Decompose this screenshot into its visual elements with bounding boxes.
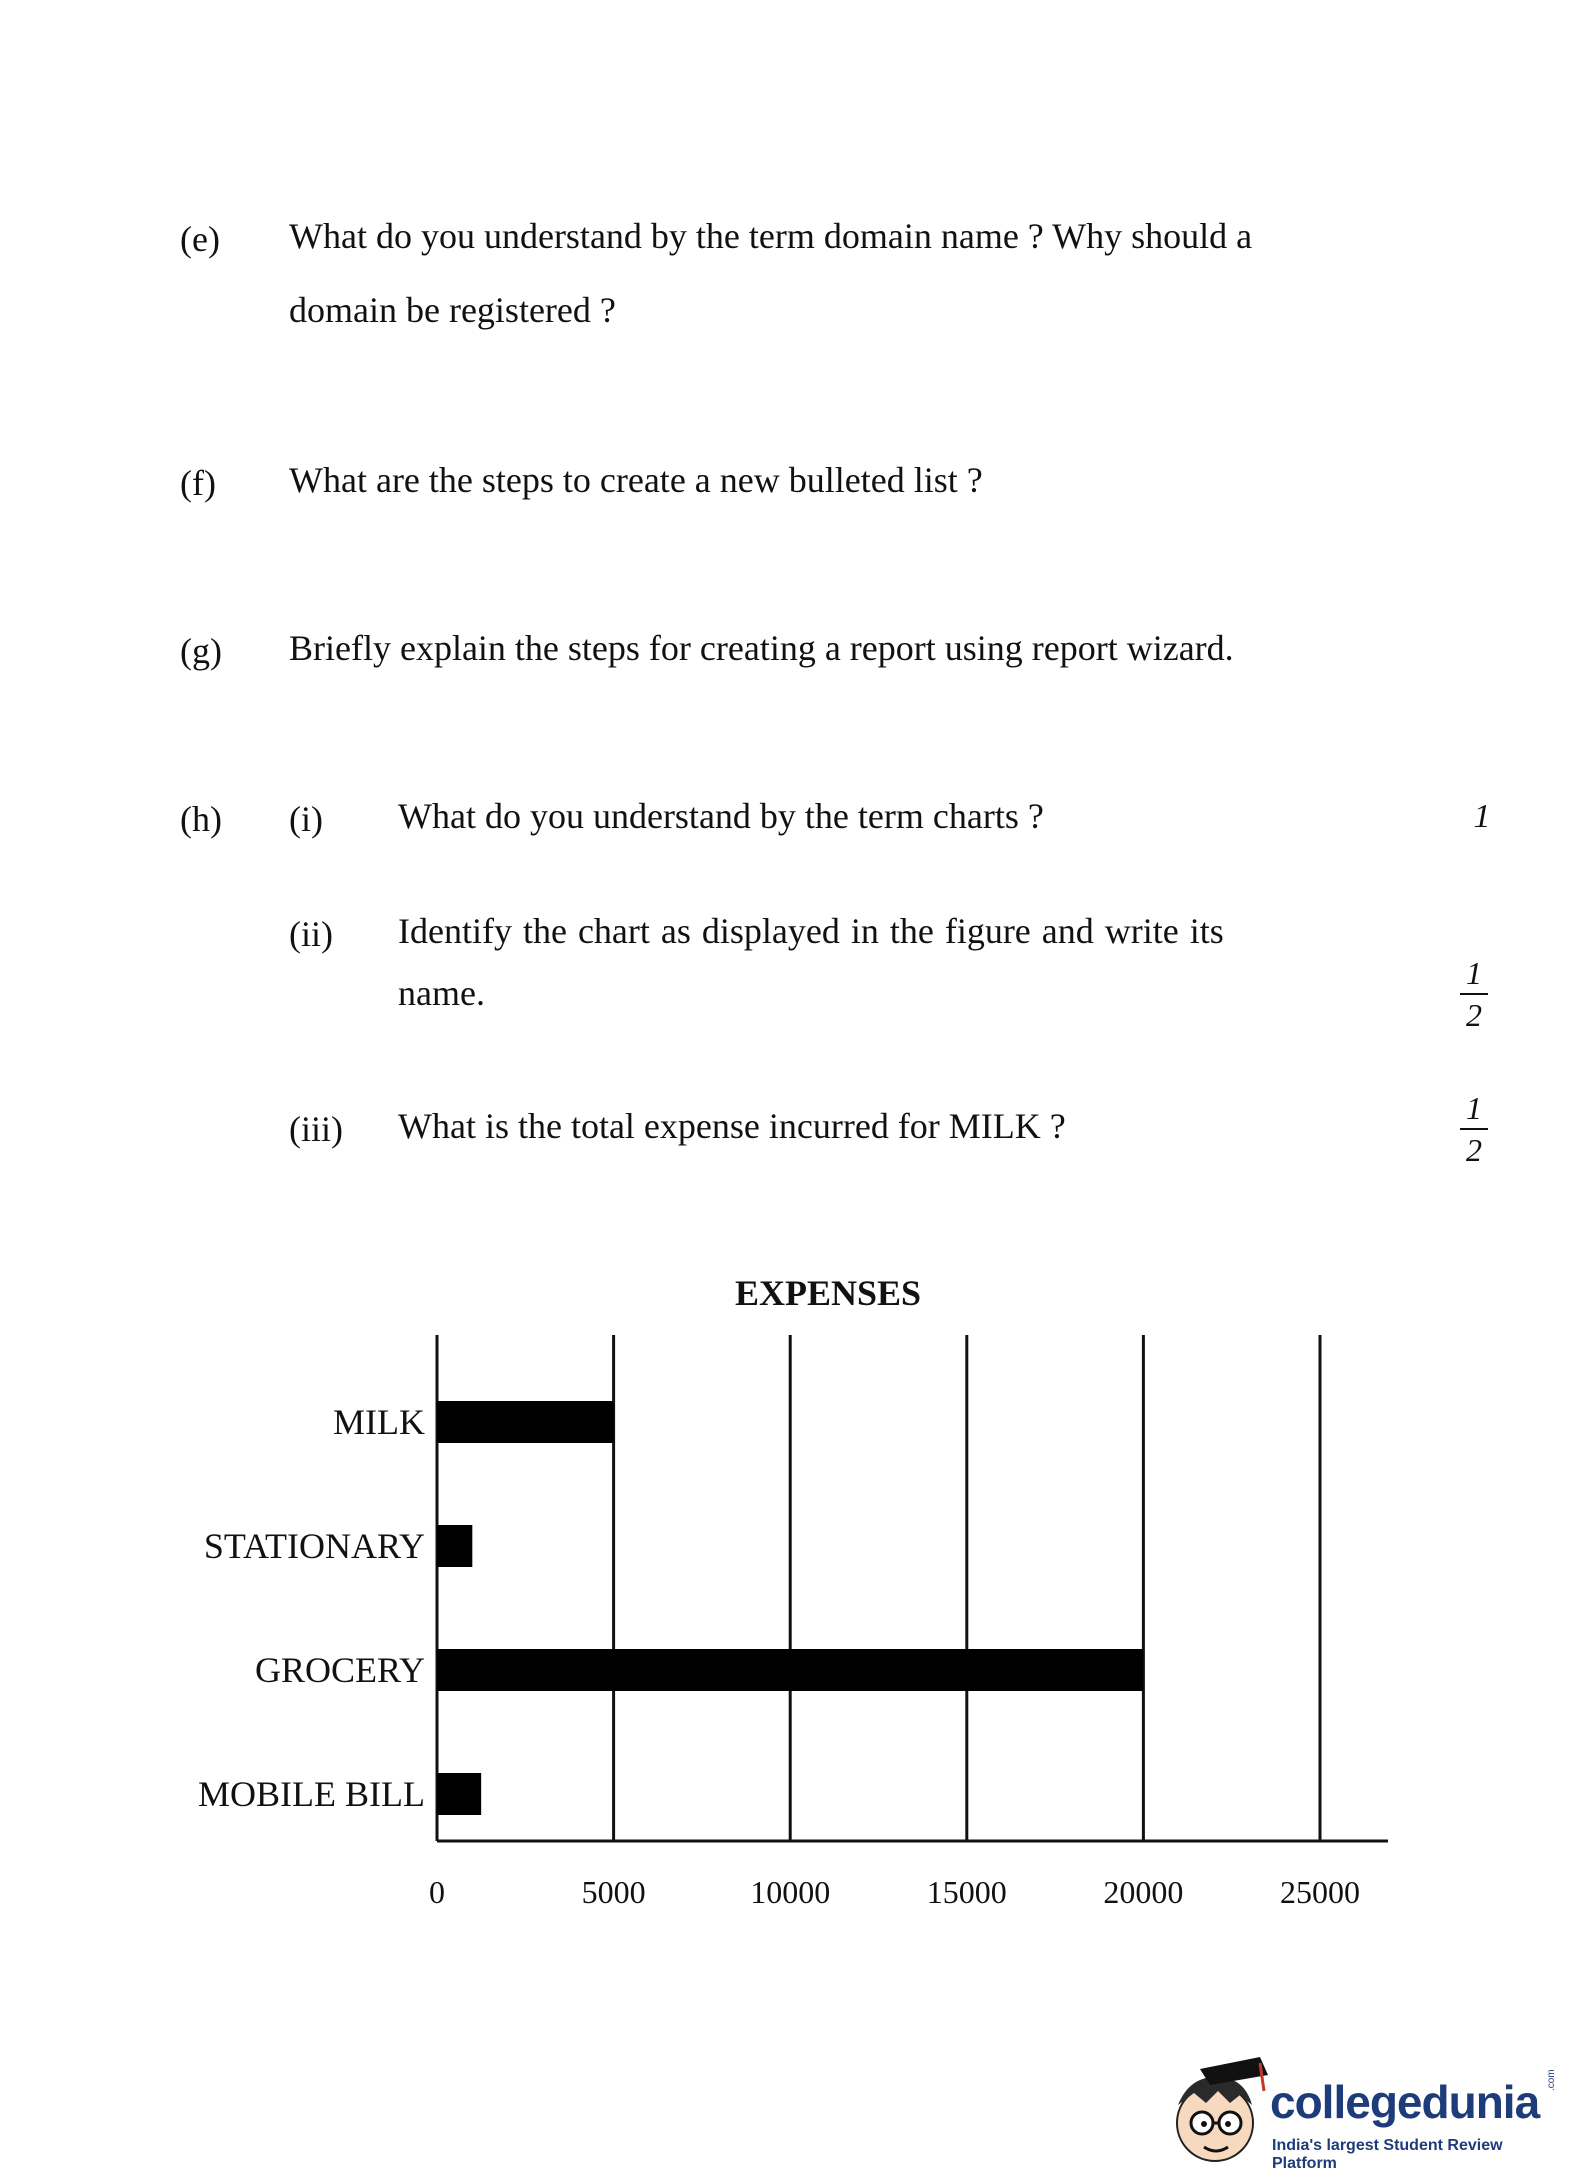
logo-suffix: .com <box>1546 2069 1557 2091</box>
fraction-numerator: 1 <box>1466 955 1482 991</box>
y-category-label: STATIONARY <box>203 1526 425 1566</box>
fraction-bar <box>1460 993 1488 995</box>
x-tick-label: 5000 <box>581 1874 646 1910</box>
question-e-line-2: domain be registered ? <box>289 290 616 330</box>
bar-stationary <box>437 1525 472 1567</box>
question-e-label: (e) <box>180 219 220 259</box>
question-h-i-marks: 1 <box>1473 798 1491 835</box>
question-h-ii-label: (ii) <box>289 914 333 954</box>
fraction-numerator: 1 <box>1466 1090 1482 1126</box>
expenses-bar-chart <box>0 1240 1571 1960</box>
question-h-ii-line-1: Identify the chart as displayed in the figure and write its <box>398 911 1224 951</box>
bar-milk <box>437 1401 614 1443</box>
question-f-label: (f) <box>180 463 216 503</box>
y-category-label: MILK <box>333 1402 425 1442</box>
fraction-denominator: 2 <box>1466 1132 1482 1168</box>
question-h-iii-marks <box>1454 1090 1494 1168</box>
question-h-label: (h) <box>180 799 222 839</box>
fraction-denominator: 2 <box>1466 997 1482 1033</box>
bar-grocery <box>437 1649 1143 1691</box>
question-h-i-label: (i) <box>289 799 323 839</box>
question-h-iii-text: What is the total expense incurred for MILK ? <box>398 1106 1066 1146</box>
x-tick-label: 15000 <box>926 1874 1007 1910</box>
question-h-i-text: What do you understand by the term charts ? <box>398 796 1044 836</box>
collegedunia-logo <box>1160 2055 1565 2175</box>
question-g-line-1: Briefly explain the steps for creating a report using report wizard. <box>289 628 1234 668</box>
question-f-line-1: What are the steps to create a new bulleted list ? <box>289 460 983 500</box>
y-category-label: MOBILE BILL <box>198 1774 425 1814</box>
question-g-label: (g) <box>180 631 222 671</box>
x-tick-label: 25000 <box>1280 1874 1360 1910</box>
y-category-label: GROCERY <box>254 1650 425 1690</box>
question-e-line-1: What do you understand by the term domain name ? Why should a <box>289 216 1253 256</box>
mascot-icon <box>1160 2055 1270 2175</box>
chart-title: EXPENSES <box>734 1273 922 1313</box>
question-h-ii-line-2: name. <box>398 973 485 1013</box>
fraction-bar <box>1460 1128 1488 1130</box>
bar-mobile-bill <box>437 1773 481 1815</box>
logo-wordmark: collegedunia <box>1270 2076 1540 2128</box>
x-tick-label: 10000 <box>750 1874 831 1910</box>
question-h-ii-marks <box>1454 955 1494 1033</box>
x-tick-label: 20000 <box>1103 1874 1184 1910</box>
x-tick-label: 0 <box>429 1874 445 1910</box>
logo-tagline: India's largest Student Review Platform <box>1272 2137 1503 2172</box>
question-h-iii-label: (iii) <box>289 1109 343 1149</box>
